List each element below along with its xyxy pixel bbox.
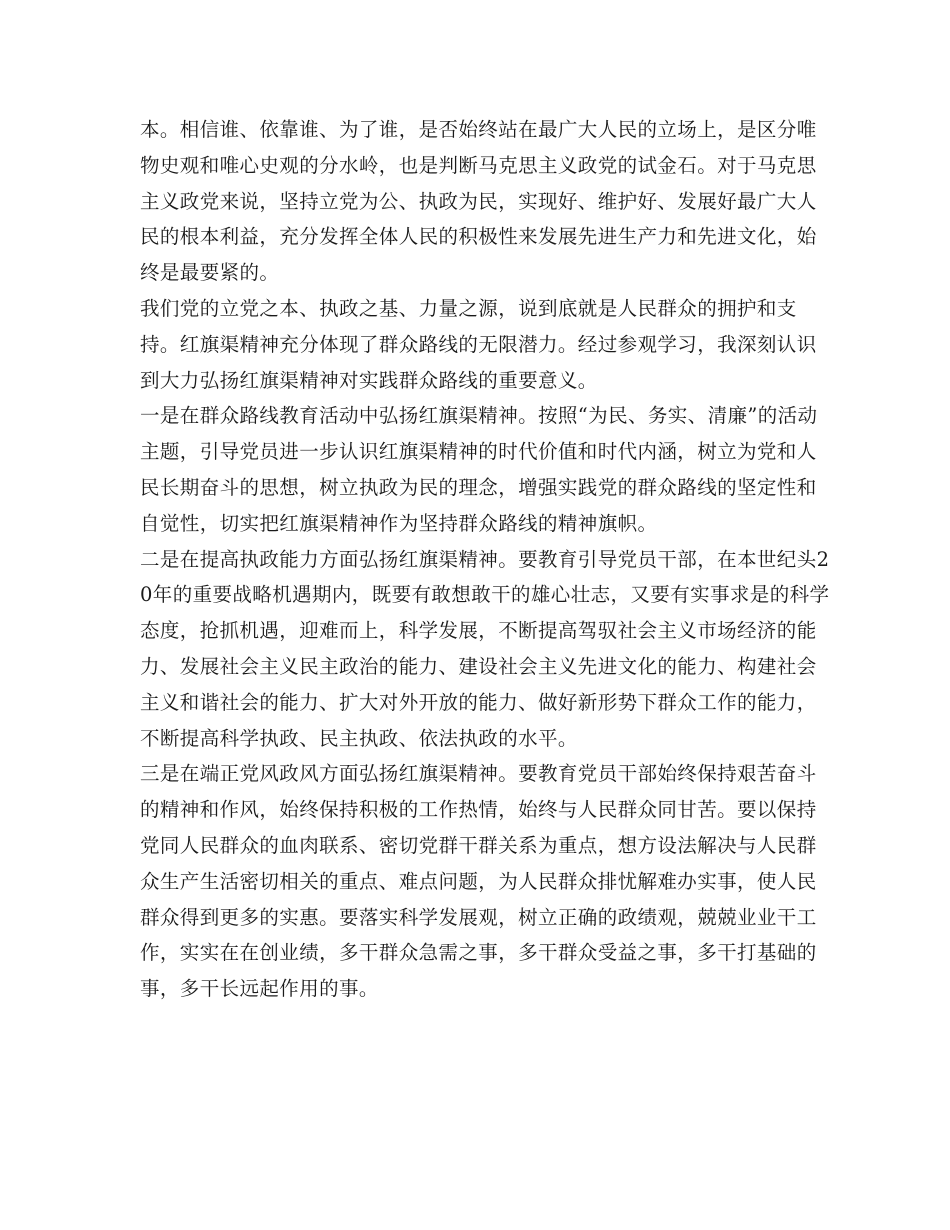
paragraph: 本。相信谁、依靠谁、为了谁，是否始终站在最广大人民的立场上，是区分唯物史观和唯心史观的分水岭，也是判断马克思主义政党的试金石。对于马克思主义政党来说，坚持立党为公、执政为民，实现好、维护好、发展好最广大人民的根本利益，充分发挥全体人民的积极性来发展先进生产力和先进文化，始终是最要紧的。 (140, 118, 817, 285)
paragraph: 我们党的立党之本、执政之基、力量之源，说到底就是人民群众的拥护和支持。红旗渠精神充分体现了群众路线的无限潜力。经过参观学习，我深刻认识到大力弘扬红旗渠精神对实践群众路线的重要意义。 (140, 296, 817, 392)
paragraph: 二是在提高执政能力方面弘扬红旗渠精神。要教育引导党员干部，在本世纪头20年的重要战略机遇期内，既要有敢想敢干的雄心壮志，又要有实事求是的科学态度，抢抓机遇，迎难而上，科学发展，不断提高驾驭社会主义市场经济的能力、发展社会主义民主政治的能力、建设社会主义先进文化的能力、构建社会主义和谐社会的能力、扩大对外开放的能力、做好新形势下群众工作的能力，不断提高科学执政、民主执政、依法执政的水平。 (140, 547, 830, 750)
paragraph: 三是在端正党风政风方面弘扬红旗渠精神。要教育党员干部始终保持艰苦奋斗的精神和作风，始终保持积极的工作热情，始终与人民群众同甘苦。要以保持党同人民群众的血肉联系、密切党群干群关系为重点，想方设法解决与人民群众生产生活密切相关的重点、难点问题，为人民群众排忧解难办实事，使人民群众得到更多的实惠。要落实科学发展观，树立正确的政绩观，兢兢业业干工作，实实在在创业绩，多干群众急需之事，多干群众受益之事，多干打基础的事，多干长远起作用的事。 (140, 762, 817, 1001)
document-body (140, 112, 830, 1007)
paragraph: 一是在群众路线教育活动中弘扬红旗渠精神。按照“为民、务实、清廉”的活动主题，引导党员进一步认识红旗渠精神的时代价值和时代内涵，树立为党和人民长期奋斗的思想，树立执政为民的理念，增强实践党的群众路线的坚定性和自觉性，切实把红旗渠精神作为坚持群众路线的精神旗帜。 (140, 404, 818, 535)
